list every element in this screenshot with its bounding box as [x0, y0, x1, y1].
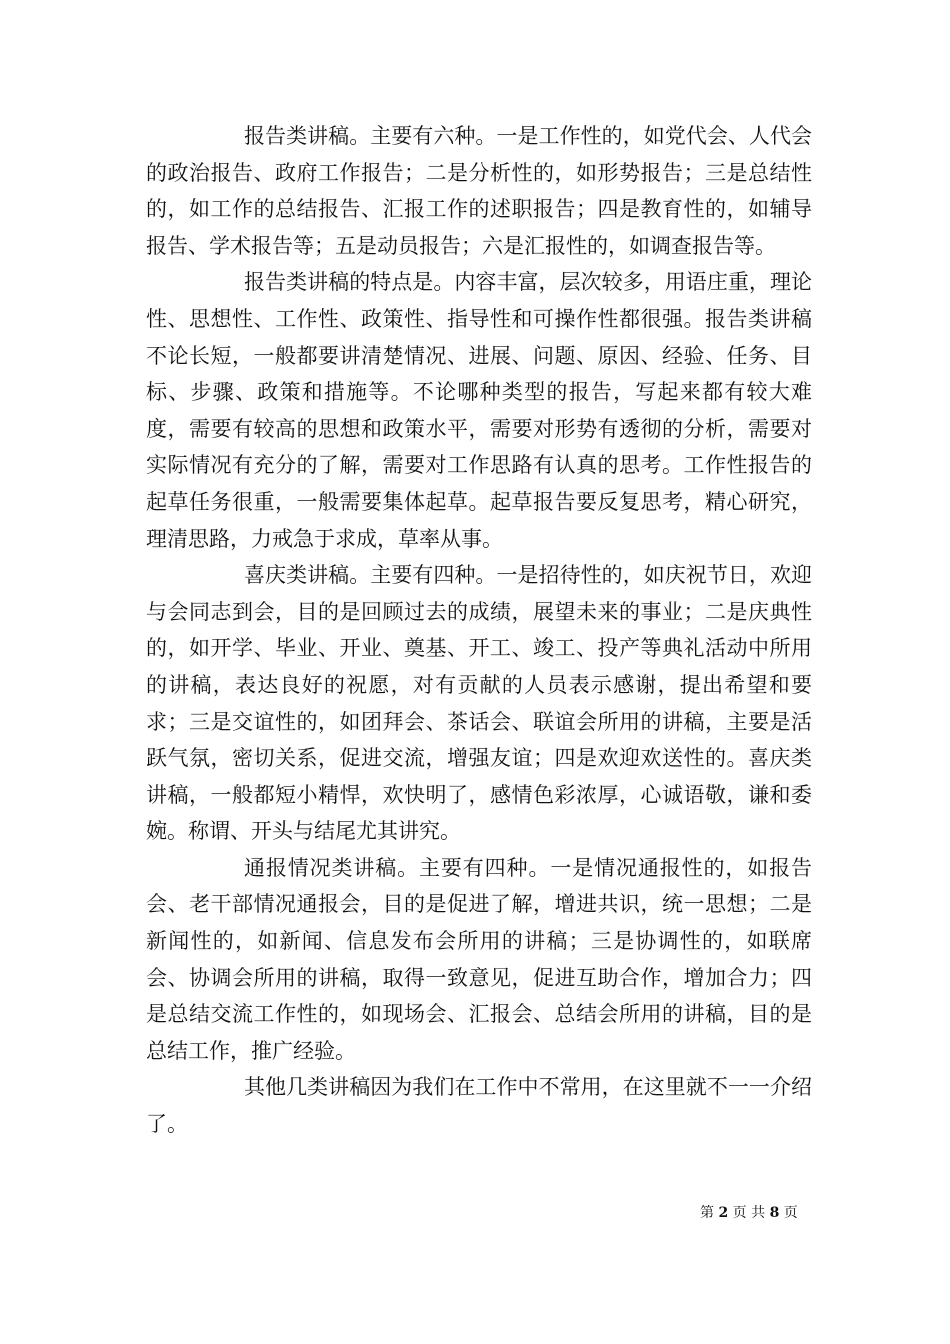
paragraph-report-types: 报告类讲稿。主要有六种。一是工作性的，如党代会、人代会的政治报告、政府工作报告；二是分析性的，如形势报告；三是总结性的，如工作的总结报告、汇报工作的述职报告；四是教育性的，如辅导报告、学术报告等；五是动员报告；六是汇报性的，如调查报告等。	[146, 124, 812, 258]
current-page-number: 2	[718, 1205, 729, 1221]
paragraph-briefing-types: 通报情况类讲稿。主要有四种。一是情况通报性的，如报告会、老干部情况通报会，目的是促进了解，增进共识，统一思想；二是新闻性的，如新闻、信息发布会所用的讲稿；三是协调性的，如联席会、协调会所用的讲稿，取得一致意见，促进互助合作，增加合力；四是总结交流工作性的，如现场会、汇报会、总结会所用的讲稿，目的是总结工作，推广经验。	[146, 855, 812, 1063]
paragraph-celebration-types: 喜庆类讲稿。主要有四种。一是招待性的，如庆祝节日，欢迎与会同志到会，目的是回顾过去的成绩，展望未来的事业；二是庆典性的，如开学、毕业、开业、奠基、开工、竣工、投产等典礼活动中所用的讲稿，表达良好的祝愿，对有贡献的人员表示感谢，提出希望和要求；三是交谊性的，如团拜会、茶话会、联谊会所用的讲稿，主要是活跃气氛，密切关系，促进交流，增强友谊；四是欢迎欢送性的。喜庆类讲稿，一般都短小精悍，欢快明了，感情色彩浓厚，心诚语敬，谦和委婉。称谓、开头与结尾尤其讲究。	[146, 563, 812, 844]
page-prefix: 第	[700, 1205, 714, 1221]
paragraph-other-types: 其他几类讲稿因为我们在工作中不常用，在这里就不一一介绍了。	[146, 1075, 812, 1137]
document-body	[146, 118, 812, 1143]
paragraph-report-features: 报告类讲稿的特点是。内容丰富，层次较多，用语庄重，理论性、思想性、工作性、政策性、指导性和可操作性都很强。报告类讲稿不论长短，一般都要讲清楚情况、进展、问题、原因、经验、任务、目标、步骤、政策和措施等。不论哪种类型的报告，写起来都有较大难度，需要有较高的思想和政策水平，需要对形势有透彻的分析，需要对实际情况有充分的了解，需要对工作思路有认真的思考。工作性报告的起草任务很重，一般需要集体起草。起草报告要反复思考，精心研究，理清思路，力戒急于求成，草率从事。	[146, 270, 812, 551]
total-pages-number: 8	[769, 1205, 780, 1221]
page-number-footer	[700, 1203, 840, 1223]
page-middle: 页 共	[732, 1205, 766, 1221]
page-suffix: 页	[783, 1205, 798, 1221]
